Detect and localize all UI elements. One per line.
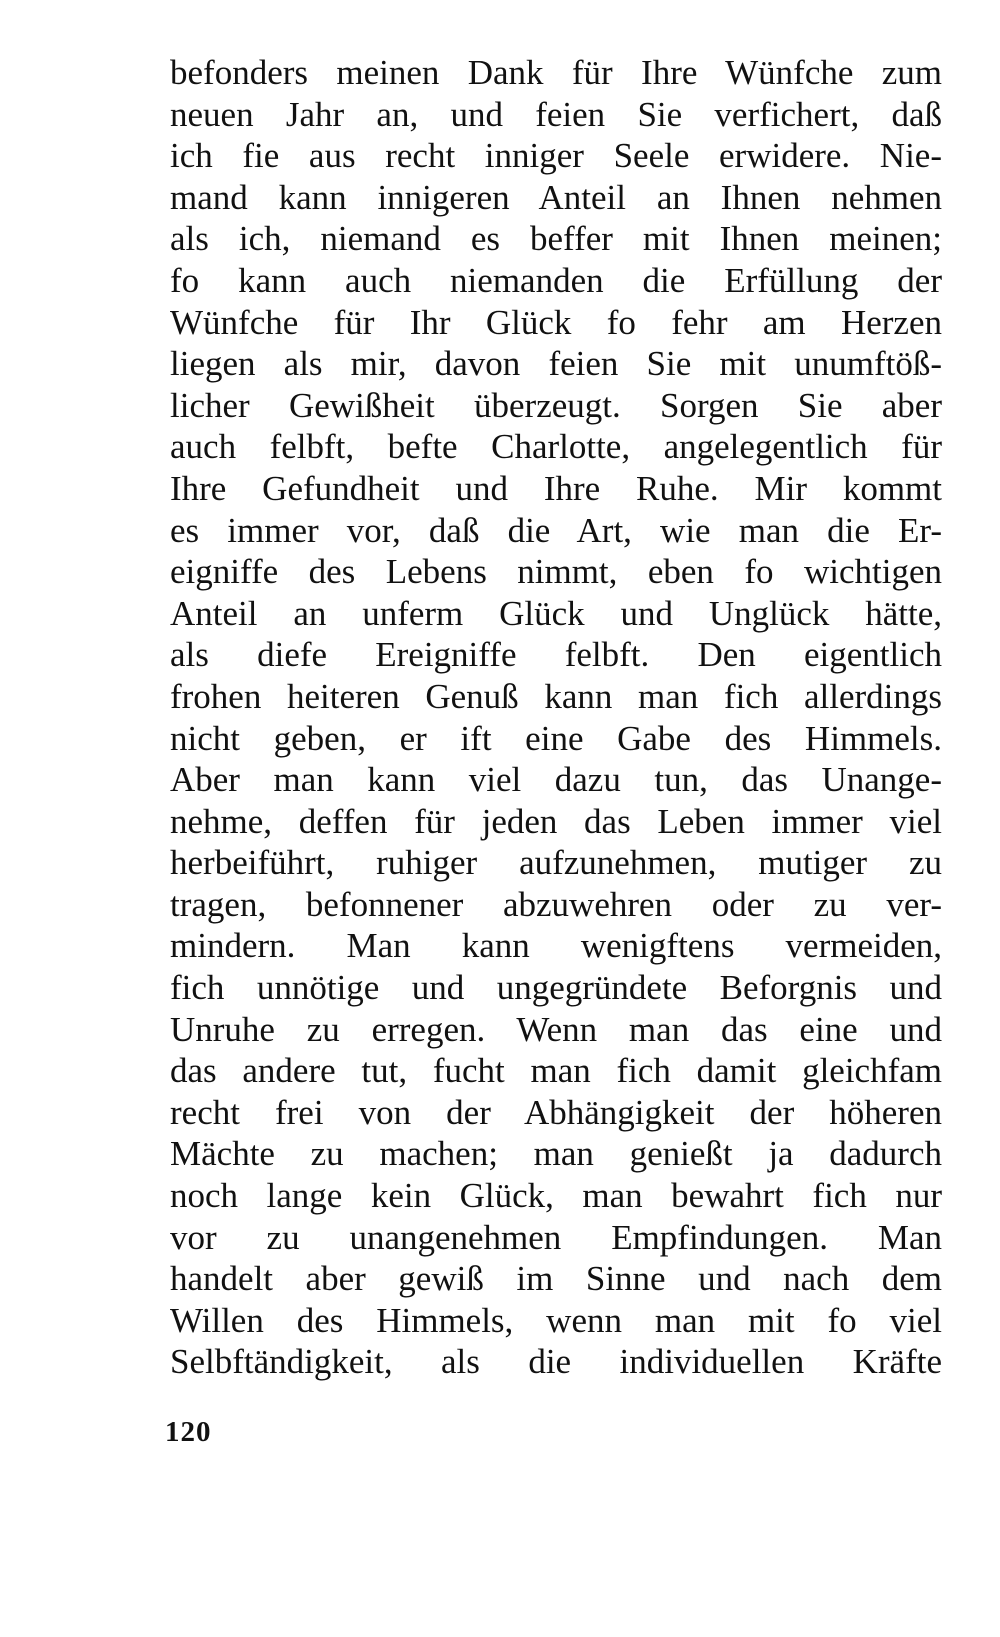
text-line: Willen des Himmels, wenn man mit fo viel	[170, 1300, 942, 1340]
text-line: handelt aber gewiß im Sinne und nach dem	[170, 1259, 942, 1299]
text-line: nicht geben, er ift eine Gabe des Himmels.	[170, 718, 942, 758]
text-line: Anteil an unferm Glück und Unglück hätte,	[170, 593, 942, 633]
text-line: es immer vor, daß die Art, wie man die Er-	[170, 510, 942, 550]
text-line: Wünfche für Ihr Glück fo fehr am Herzen	[170, 302, 942, 342]
text-line: noch lange kein Glück, man bewahrt fich nur	[170, 1176, 942, 1216]
text-line: ich fie aus recht inniger Seele erwidere. Nie-	[170, 136, 942, 176]
text-line: licher Gewißheit überzeugt. Sorgen Sie aber	[170, 385, 942, 425]
text-line: Unruhe zu erregen. Wenn man das eine und	[170, 1009, 942, 1049]
text-line: eigniffe des Lebens nimmt, eben fo wichtigen	[170, 552, 942, 592]
text-line: als ich, niemand es beffer mit Ihnen meinen;	[170, 219, 942, 259]
text-line: herbeiführt, ruhiger aufzunehmen, mutiger zu	[170, 843, 942, 883]
text-line: Selbftändigkeit, als die individuellen Kräfte	[170, 1342, 942, 1382]
body-text	[170, 52, 942, 1383]
text-line: tragen, befonnener abzuwehren oder zu ver-	[170, 884, 942, 924]
text-line: frohen heiteren Genuß kann man fich allerdings	[170, 676, 942, 716]
text-line: das andere tut, fucht man fich damit gleichfam	[170, 1051, 942, 1091]
text-line: Mächte zu machen; man genießt ja dadurch	[170, 1134, 942, 1174]
text-line: neuen Jahr an, und feien Sie verfichert, daß	[170, 94, 942, 134]
text-line: nehme, deffen für jeden das Leben immer viel	[170, 801, 942, 841]
text-line: recht frei von der Abhängigkeit der höheren	[170, 1092, 942, 1132]
text-line: Ihre Gefundheit und Ihre Ruhe. Mir kommt	[170, 468, 942, 508]
text-line: liegen als mir, davon feien Sie mit unumftöß-	[170, 344, 942, 384]
text-line: fo kann auch niemanden die Erfüllung der	[170, 260, 942, 300]
text-line: auch felbft, befte Charlotte, angelegentlich für	[170, 427, 942, 467]
page-number: 120	[165, 1416, 212, 1448]
text-line: befonders meinen Dank für Ihre Wünfche zum	[170, 53, 942, 92]
text-line: mand kann innigeren Anteil an Ihnen nehmen	[170, 177, 942, 217]
text-line: als diefe Ereigniffe felbft. Den eigentlich	[170, 635, 942, 675]
text-line: fich unnötige und ungegründete Beforgnis und	[170, 968, 942, 1008]
text-line: vor zu unangenehmen Empfindungen. Man	[170, 1217, 942, 1257]
text-line: Aber man kann viel dazu tun, das Unange-	[170, 760, 942, 800]
text-line: mindern. Man kann wenigftens vermeiden,	[170, 926, 942, 966]
